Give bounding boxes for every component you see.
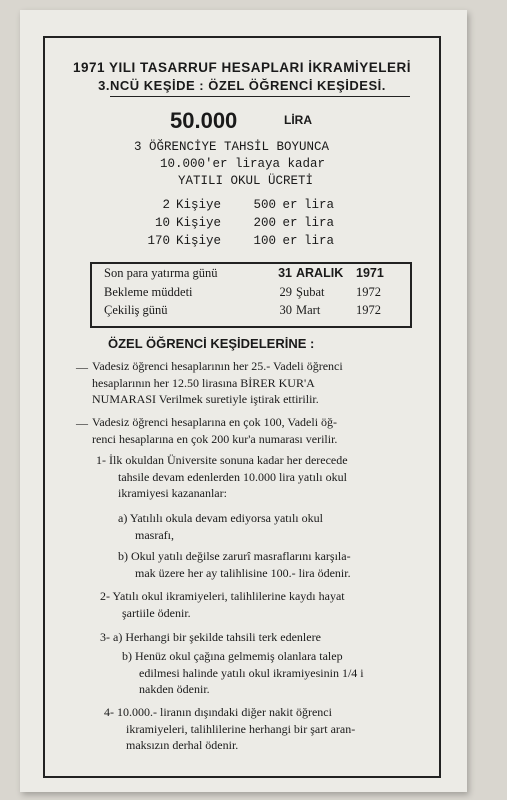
bullet-dash: — (76, 416, 88, 430)
section-title: ÖZEL ÖĞRENCİ KEŞİDELERİNE : (108, 336, 315, 351)
tier-who: Kişiye (176, 216, 222, 230)
text-line: tahsile devam edenlerden 10.000 lira yatılı okul (118, 469, 347, 484)
header-line-1: 1971 YILI TASARRUF HESAPLARI İKRAMİYELERİ (72, 60, 412, 75)
date-day: 30 (279, 303, 292, 317)
text-line: 3- a) Herhangi bir şekilde tahsili terk edenlere (100, 630, 321, 644)
tier-amount: 100 (253, 234, 276, 248)
tier-amount: 200 (253, 216, 276, 230)
text-line: b) Henüz okul çağına gelmemiş olanlara talep (122, 649, 343, 663)
prize-desc-1: 3 ÖĞRENCİYE TAHSİL BOYUNCA (134, 140, 330, 154)
date-month: Şubat (296, 285, 325, 299)
tier-count: 2 (162, 198, 170, 212)
date-month: Mart (296, 303, 321, 317)
text-line: b) Okul yatılı değilse zarurî masraflarını karşıla- (118, 549, 351, 563)
tier-suffix: er (282, 198, 298, 212)
tier-who: Kişiye (176, 234, 222, 248)
date-label: Bekleme müddeti (104, 285, 193, 299)
date-day: 31 (278, 266, 292, 280)
text-line: ikramiyeleri, talihlilerine herhangi bir şart aran- (126, 721, 356, 736)
text-line: renci hesaplarına en çok 200 kur'a numarası verilir. (92, 431, 338, 446)
date-year: 1972 (356, 285, 381, 299)
bullet-dash: — (76, 360, 88, 374)
text-line: hesaplarının her 12.50 lirasına BİRER KUR'A (92, 375, 315, 390)
paragraph-1 (92, 358, 343, 408)
prize-unit: LİRA (284, 113, 312, 127)
item-3a (100, 629, 321, 646)
tier-row (138, 198, 334, 212)
tier-row (138, 216, 334, 230)
item-1b (118, 548, 351, 581)
date-label: Çekiliş günü (104, 303, 168, 317)
item-1 (96, 452, 348, 502)
paragraph-2 (92, 414, 337, 447)
date-year: 1972 (356, 303, 381, 317)
text-line: şartiile ödenir. (122, 605, 191, 620)
header-line-2: 3.NCÜ KEŞİDE : ÖZEL ÖĞRENCİ KEŞİDESİ. (98, 78, 386, 93)
tier-who: Kişiye (176, 198, 222, 212)
date-year: 1971 (356, 266, 384, 280)
text-line: Vadesiz öğrenci hesaplarına en çok 100, Vadeli öğ- (92, 415, 338, 429)
tier-suffix: er (282, 216, 298, 230)
item-3b (122, 648, 364, 698)
text-line: masrafı, (135, 527, 174, 542)
tier-suffix: er (282, 234, 298, 248)
item-2 (100, 588, 345, 621)
prize-desc-3: YATILI OKUL ÜCRETİ (178, 174, 314, 188)
tier-row (138, 234, 334, 248)
text-line: a) Yatılılı okula devam ediyorsa yatılı okul (118, 511, 323, 525)
text-line: NUMARASI Verilmek suretiyle iştirak ettirilir. (92, 392, 319, 406)
item-1a (118, 510, 323, 543)
date-month: ARALIK (296, 266, 344, 280)
text-line: maksızın derhal ödenir. (126, 738, 239, 752)
prize-amount: 50.000 (170, 108, 238, 133)
date-label: Son para yatırma günü (104, 266, 218, 280)
text-line: Vadesiz öğrenci hesaplarının her 25.- Vadeli öğrenci (92, 359, 343, 373)
tier-count: 10 (154, 216, 170, 230)
text-line: mak üzere her ay talihlisine 100.- lira ödenir. (135, 565, 351, 580)
item-4 (104, 704, 355, 754)
tier-unit: lira (304, 198, 335, 212)
tier-count: 170 (147, 234, 170, 248)
tier-amount: 500 (253, 198, 276, 212)
header-underline (110, 96, 410, 97)
text-line: nakden ödenir. (139, 682, 210, 696)
text-line: ikramiyesi kazananlar: (118, 486, 227, 500)
tier-unit: lira (304, 216, 335, 230)
text-line: 2- Yatılı okul ikramiyeleri, talihlilerine kaydı hayat (100, 589, 345, 603)
text-line: 1- İlk okuldan Üniversite sonuna kadar her derecede (96, 453, 348, 467)
text-line: edilmesi halinde yatılı okul ikramiyesinin 1/4 i (139, 665, 364, 680)
date-day: 29 (279, 285, 292, 299)
prize-desc-2: 10.000'er liraya kadar (160, 157, 326, 171)
text-line: 4- 10.000.- liranın dışındaki diğer nakit öğrenci (104, 705, 332, 719)
tier-unit: lira (304, 234, 335, 248)
